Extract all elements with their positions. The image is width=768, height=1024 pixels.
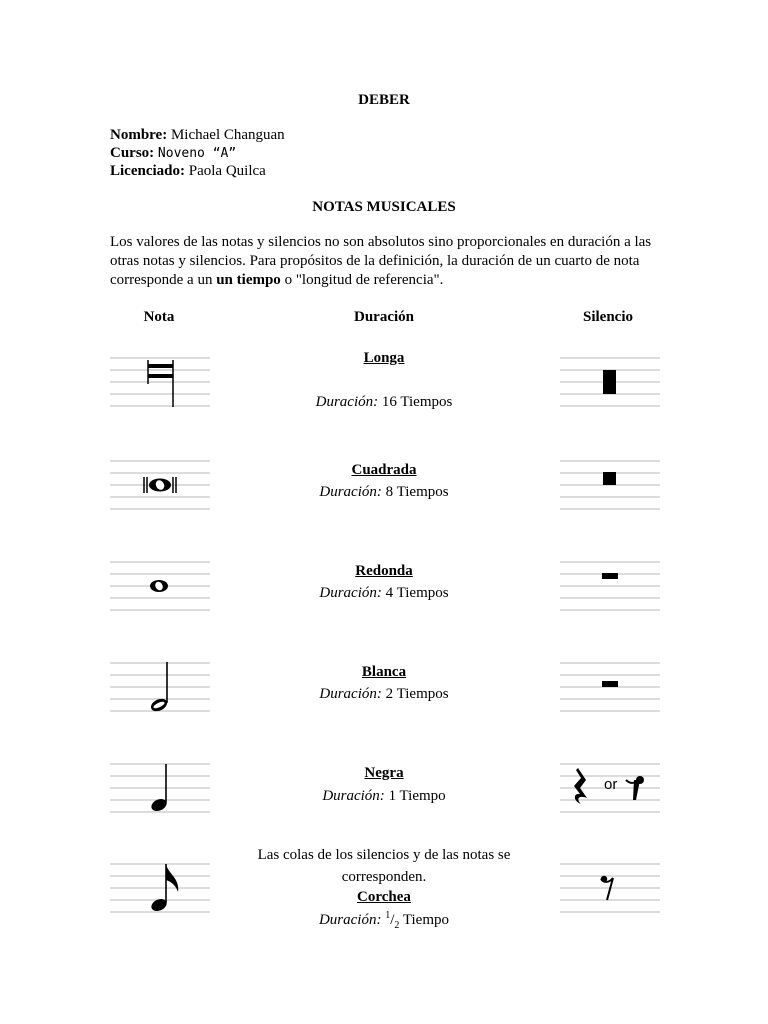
teacher-value: Paola Quilca xyxy=(188,163,266,179)
teacher-label: Licenciado: xyxy=(110,163,185,179)
tails-note: Las colas de los silencios y de las notas se corresponden. xyxy=(257,847,511,885)
note-name-text: Longa xyxy=(363,350,405,366)
duration-numerator: 1 xyxy=(385,910,391,921)
quarter-note-icon xyxy=(110,758,210,820)
breve-rest-icon xyxy=(560,455,660,517)
name-field xyxy=(110,127,285,144)
duration-blanca xyxy=(234,686,534,703)
longa-rest-icon xyxy=(560,350,660,412)
whole-note-icon xyxy=(110,556,210,618)
name-value: Michael Changuan xyxy=(170,127,285,143)
note-name-text: Blanca xyxy=(361,664,407,680)
teacher-field xyxy=(110,163,266,180)
duration-value: 2 Tiempos xyxy=(385,686,449,702)
eighth-note-icon xyxy=(110,858,210,920)
duration-value: Tiempo xyxy=(402,912,450,928)
column-header-duration: Duración xyxy=(354,309,414,325)
intro-paragraph xyxy=(110,233,658,290)
duration-label: Duración: xyxy=(318,912,382,928)
name-label: Nombre: xyxy=(110,127,168,143)
duration-corchea: Duración: $^1/_2$ Tiempo xyxy=(318,910,450,931)
duration-label: Duración: xyxy=(322,788,385,804)
document-title: DEBER xyxy=(358,92,410,108)
column-header-note: Nota xyxy=(143,309,175,325)
note-name-cuadrada xyxy=(234,462,534,479)
course-field xyxy=(110,145,236,162)
note-name-text: Cuadrada xyxy=(351,462,417,478)
duration-redonda xyxy=(234,585,534,602)
rest-alternative-or: or xyxy=(604,776,618,793)
longa-note-icon xyxy=(110,350,210,412)
duration-value: 8 Tiempos xyxy=(385,484,449,500)
half-rest-icon xyxy=(560,657,660,719)
whole-rest-icon xyxy=(560,556,660,618)
half-note-icon xyxy=(110,657,210,719)
column-header-rest: Silencio xyxy=(582,309,633,325)
note-name-corchea xyxy=(234,889,534,906)
duration-label: Duración: xyxy=(319,484,382,500)
duration-longa xyxy=(234,394,534,411)
note-name-text: Negra xyxy=(364,765,404,781)
duration-value: 4 Tiempos xyxy=(385,585,449,601)
note-name-text: Corchea xyxy=(357,889,411,905)
note-name-blanca xyxy=(234,664,534,681)
duration-negra xyxy=(234,788,534,805)
duration-value: 1 Tiempo xyxy=(388,788,446,804)
intro-bold: un tiempo xyxy=(216,272,281,288)
course-label: Curso: xyxy=(110,145,155,161)
note-name-longa xyxy=(234,350,534,367)
duration-label: Duración: xyxy=(319,585,382,601)
duration-denominator: 2 xyxy=(394,920,400,931)
note-name-negra xyxy=(234,765,534,782)
intro-text-before: Los valores de las notas y silencios no son absolutos sino proporcionales en duración a las otras notas y silencios. Para propósitos de la definición, la duración de un cuarto de nota corresponde a un xyxy=(110,234,652,288)
duration-cuadrada xyxy=(234,484,534,501)
duration-value: 16 Tiempos xyxy=(381,394,453,410)
duration-label: Duración: xyxy=(315,394,379,410)
breve-note-icon xyxy=(110,455,210,517)
note-name-text: Redonda xyxy=(355,563,413,579)
eighth-rest-icon xyxy=(560,858,660,920)
section-title: NOTAS MUSICALES xyxy=(312,199,456,215)
duration-label: Duración: xyxy=(319,686,382,702)
intro-text-after: o "longitud de referencia". xyxy=(280,272,444,288)
note-name-redonda xyxy=(234,563,534,580)
course-value: Noveno “A” xyxy=(157,146,237,161)
